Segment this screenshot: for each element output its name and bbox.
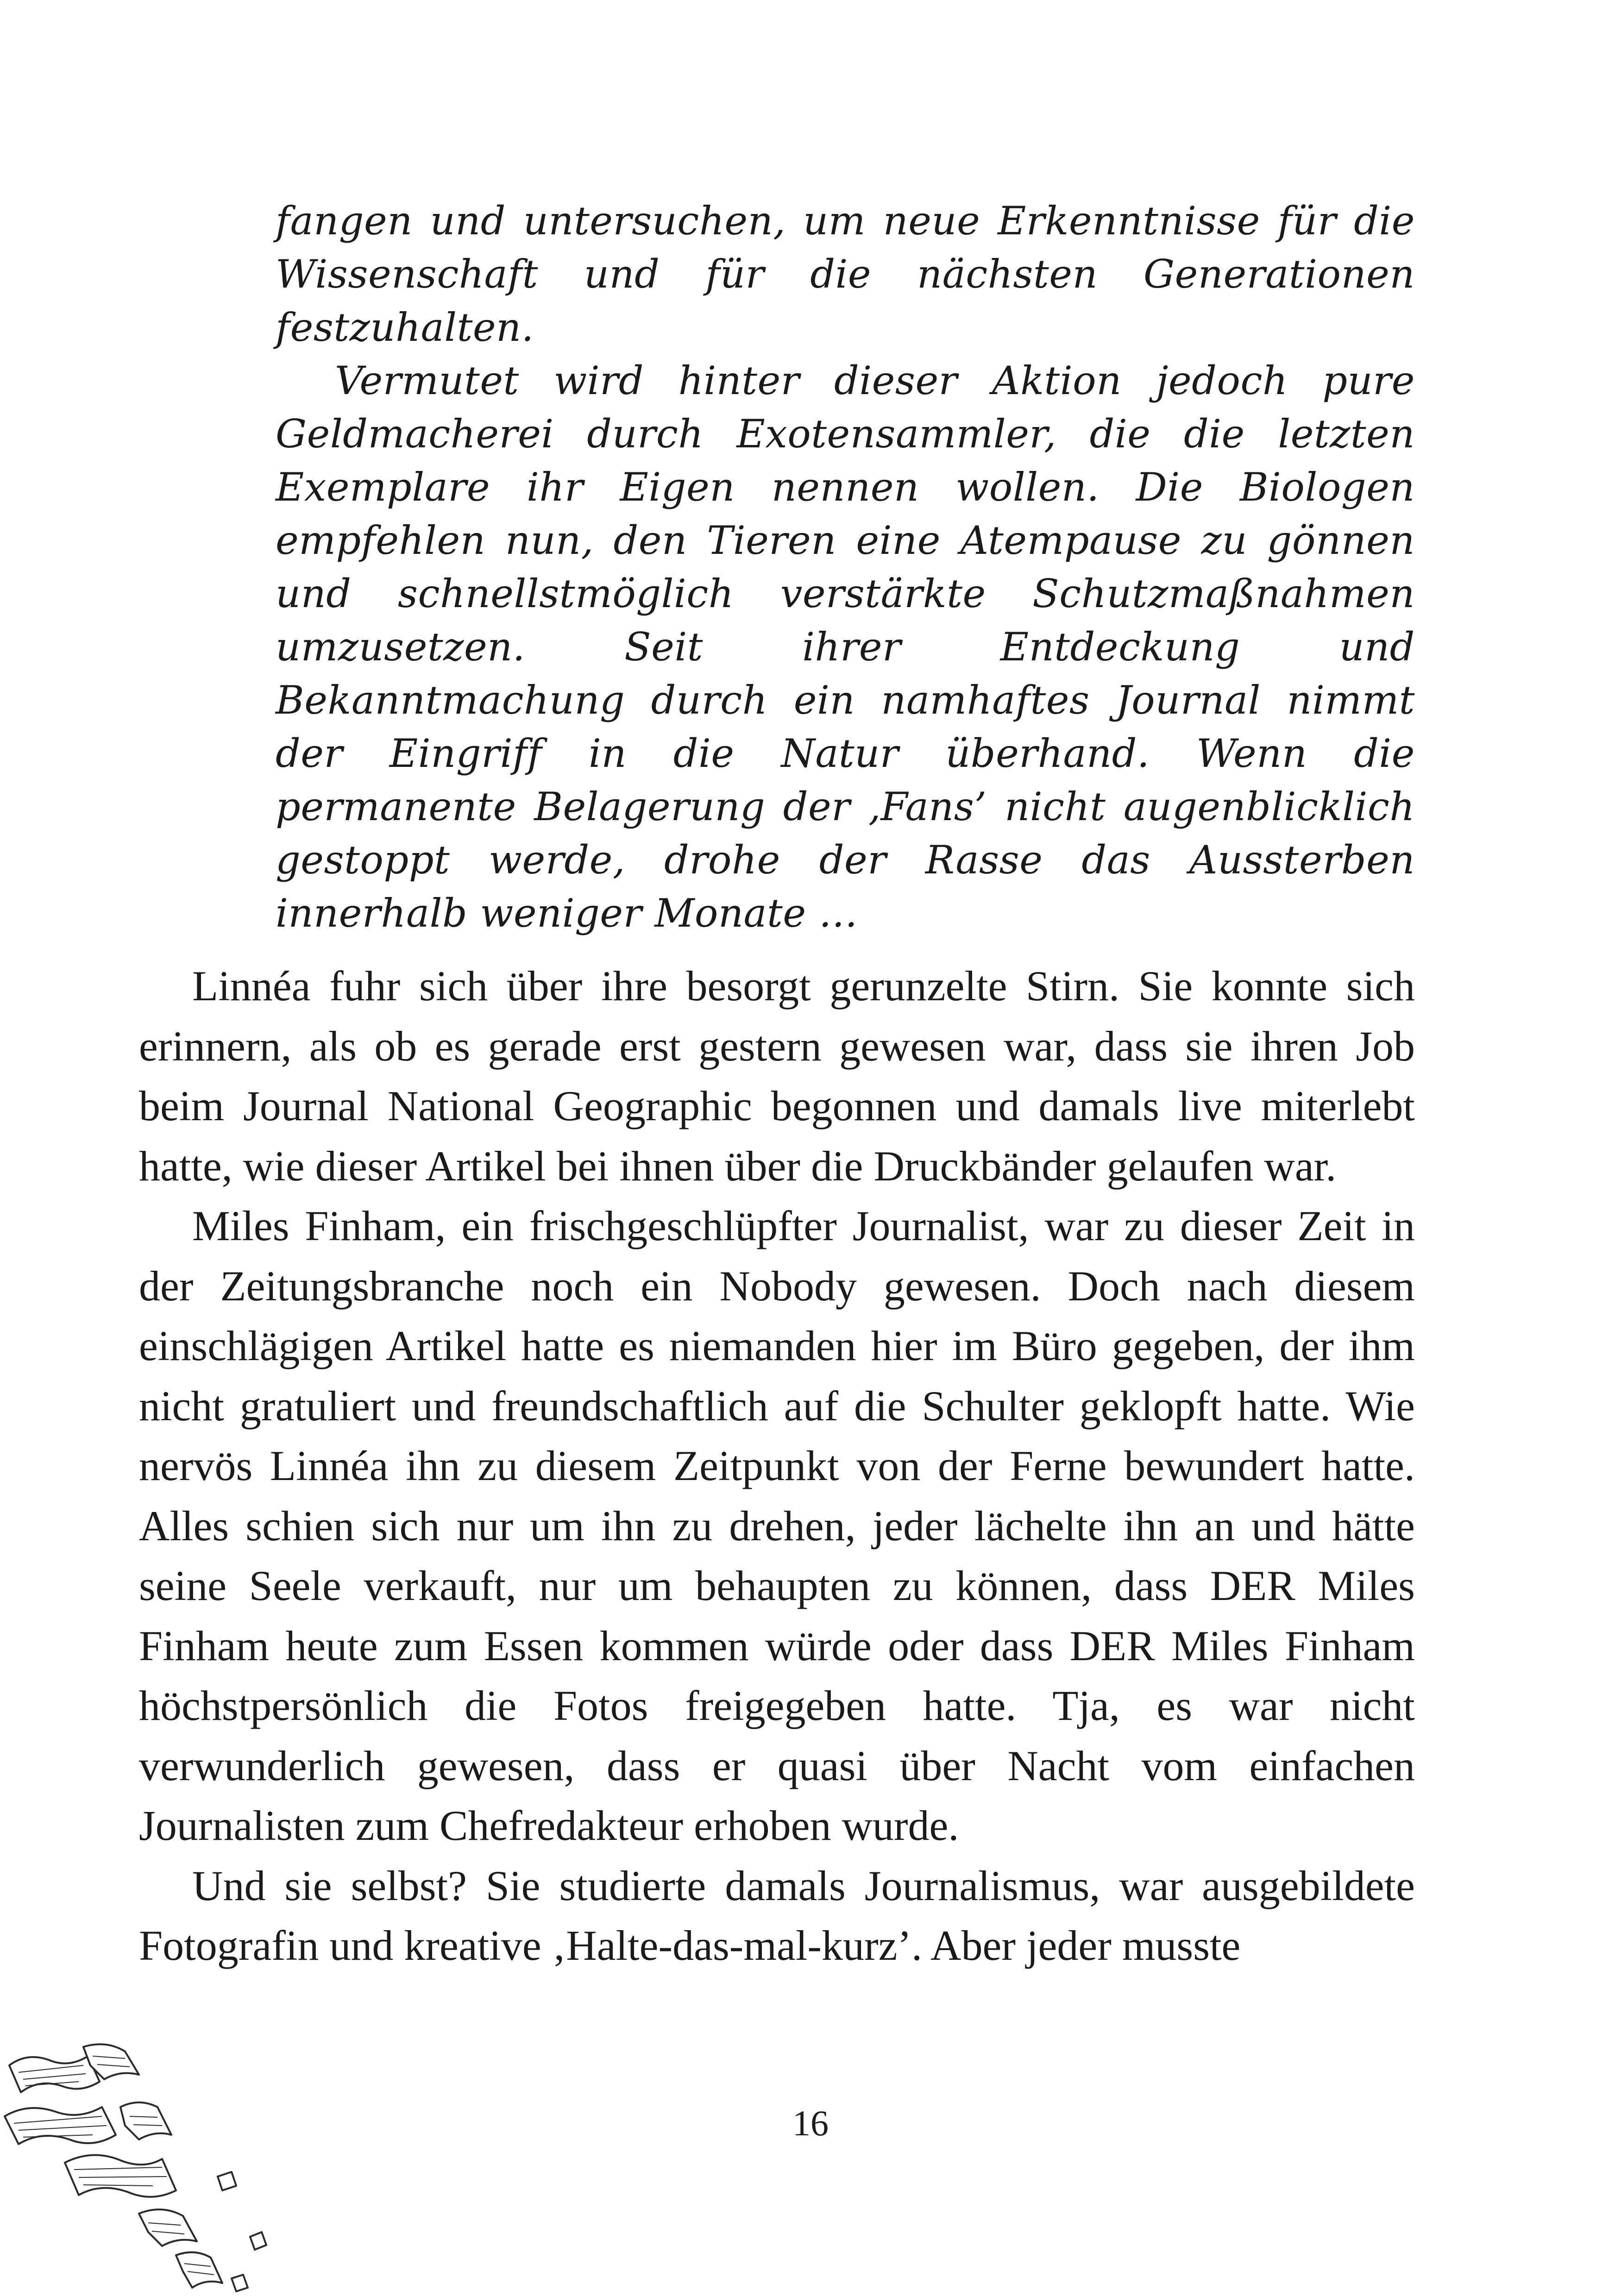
flying-paper-sheets-icon	[0, 2038, 296, 2296]
quoted-article-block	[276, 194, 1415, 940]
quote-paragraph: fangen und untersuchen, um neue Erkenntnisse für die Wissenschaft und für die nächsten Generationen festzuhalten.	[276, 198, 1415, 350]
body-paragraph: Und sie selbst? Sie studierte damals Journalismus, war ausgebildete Fotografin und kreative ‚Halte-das-mal-kurz’. Aber jeder musste	[139, 1862, 1415, 1969]
body-paragraph: Miles Finham, ein frischgeschlüpfter Journalist, war zu dieser Zeit in der Zeitungsbranche noch ein Nobody gewesen. Doch nach diesem einschlägigen Artikel hatte es niemanden hier im Büro gegeben, der ihm nicht gratuliert und freundschaftlich auf die Schulter geklopft hatte. Wie nervös Linnéa ihn zu diesem Zeitpunkt von der Ferne bewundert hatte. Alles schien sich nur um ihn zu drehen, jeder lächelte ihn an und hätte seine Seele verkauft, nur um behaupten zu können, dass DER Miles Finham heute zum Essen kommen würde oder dass DER Miles Finham höchstpersönlich die Fotos freigegeben hatte. Tja, es war nicht verwunderlich gewesen, dass er quasi über Nacht vom einfachen Journalisten zum Chefredakteur erhoben wurde.	[139, 1202, 1415, 1849]
page-number: 16	[792, 2103, 829, 2143]
body-text	[139, 956, 1415, 1976]
quote-paragraph: Vermutet wird hinter dieser Aktion jedoch pure Geldmacherei durch Exotensammler, die die letzten Exemplare ihr Eigen nennen wollen. Die Biologen empfehlen nun, den Tieren eine Atempause zu gönnen und schnellstmöglich verstärkte Schutzmaßnahmen umzusetzen. Seit ihrer Entdeckung und Bekanntmachung durch ein namhaftes Journal nimmt der Eingriff in die Natur überhand. Wenn die permanente Belagerung der ‚Fans’ nicht augenblicklich gestoppt werde, drohe der Rasse das Aussterben innerhalb weniger Monate …	[276, 358, 1415, 936]
body-paragraph: Linnéa fuhr sich über ihre besorgt gerunzelte Stirn. Sie konnte sich erinnern, als ob es gerade erst gestern gewesen war, dass sie ihren Job beim Journal National Geographic begonnen und damals live miterlebt hatte, wie dieser Artikel bei ihnen über die Druckbänder gelaufen war.	[139, 962, 1415, 1190]
